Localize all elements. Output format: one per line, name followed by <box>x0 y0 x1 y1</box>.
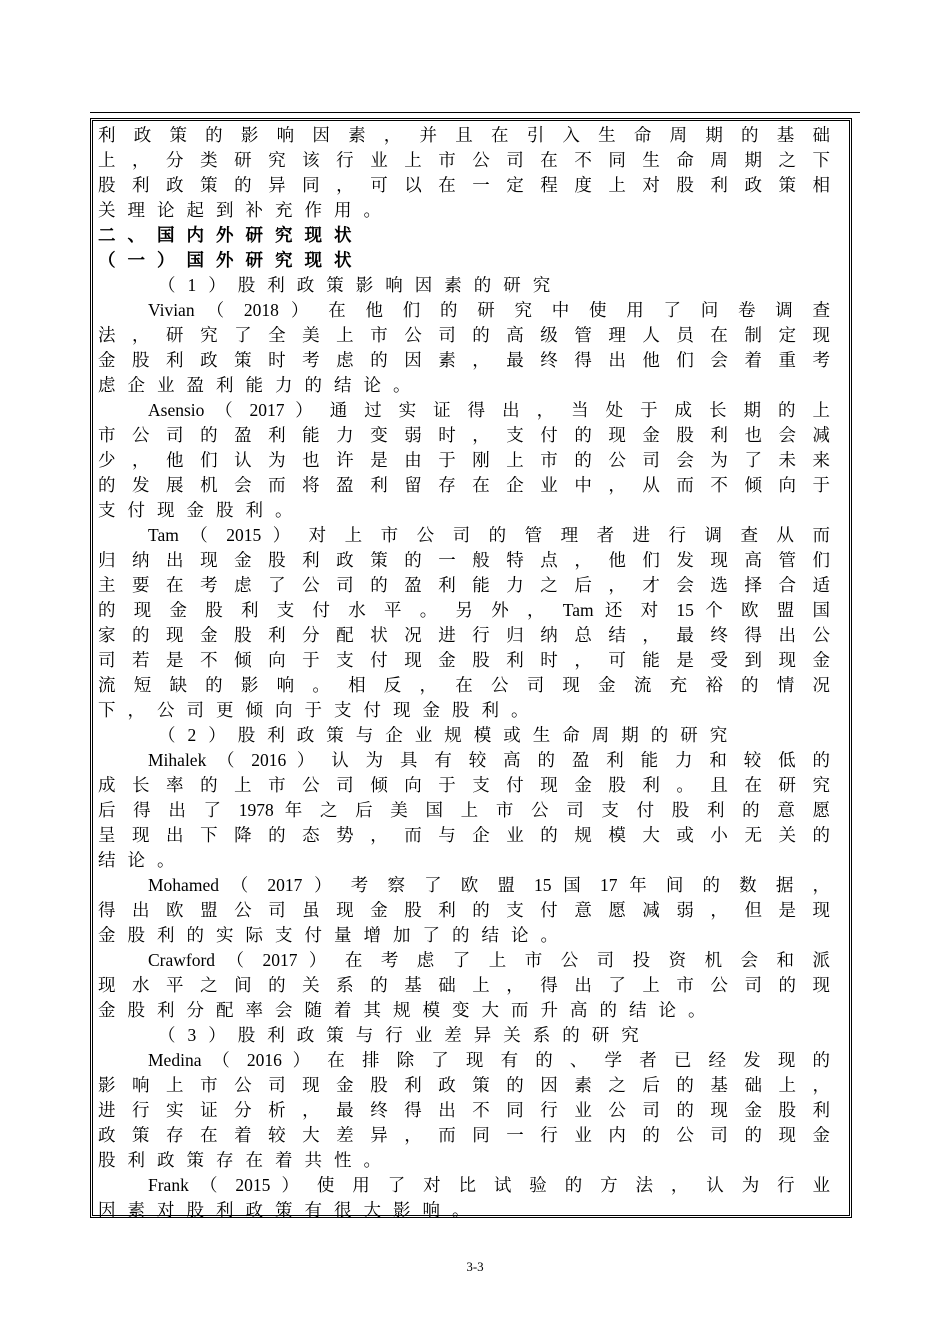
subsection-heading: （一）国外研究现状 <box>98 250 364 270</box>
text-line: 家 的 现 金 股 利 分 配 状 况 进 行 归 纳 总 结 ， 最 终 得 出 公 <box>98 625 830 645</box>
topic-heading: （1）股利政策影响因素的研究 <box>158 275 563 295</box>
text-line: 司 若 是 不 倾 向 于 支 付 现 金 股 利 时 ， 可 能 是 受 到 现 金 <box>98 650 830 670</box>
page-number: 3-3 <box>466 1259 484 1274</box>
text-line: 流 短 缺 的 影 响 。 相 反 ， 在 公 司 现 金 流 充 裕 的 情 况 <box>98 675 830 695</box>
text-line: 成 长 率 的 上 市 公 司 倾 向 于 支 付 现 金 股 利 。 且 在 研 究 <box>98 775 830 795</box>
topic-heading: （2）股利政策与企业规模或生命周期的研究 <box>158 725 740 745</box>
header-rule <box>90 112 860 113</box>
text-line: 得 出 欧 盟 公 司 虽 现 金 股 利 的 支 付 意 愿 减 弱 ， 但 是 现 <box>98 900 830 920</box>
text-line: 虑企业盈利能力的结论。 <box>98 375 423 395</box>
text-line: Frank （ 2015 ） 使 用 了 对 比 试 验 的 方 法 ， 认 为 行 业 <box>148 1175 830 1195</box>
text-line: Mihalek （ 2016 ） 认 为 具 有 较 高 的 盈 利 能 力 和 较 低 的 <box>148 750 830 770</box>
text-line: 股 利 政 策 的 异 同 ， 可 以 在 一 定 程 度 上 对 股 利 政 策 相 <box>98 175 830 195</box>
text-line: 的 发 展 机 会 而 将 盈 利 留 存 在 企 业 中 ， 从 而 不 倾 向 于 <box>98 475 830 495</box>
text-line: Asensio （ 2017 ） 通 过 实 证 得 出 ， 当 处 于 成 长 期 的 上 <box>148 400 830 420</box>
text-line: 归 纳 出 现 金 股 利 政 策 的 一 般 特 点 ， 他 们 发 现 高 管 们 <box>98 550 830 570</box>
text-line: 支付现金股利。 <box>98 500 305 520</box>
text-line: 的 现 金 股 利 支 付 水 平 。 另 外 ， Tam 还 对 15 个 欧 盟 国 <box>98 600 830 620</box>
text-line: 上 ， 分 类 研 究 该 行 业 上 市 公 司 在 不 同 生 命 周 期 之 下 <box>98 150 830 170</box>
text-line: 主 要 在 考 虑 了 公 司 的 盈 利 能 力 之 后 ， 才 会 选 择 合 适 <box>98 575 830 595</box>
section-heading: 二、国内外研究现状 <box>98 225 364 245</box>
text-line: Medina （ 2016 ） 在 排 除 了 现 有 的 、 学 者 已 经 发 现 的 <box>148 1050 830 1070</box>
text-line: 影 响 上 市 公 司 现 金 股 利 政 策 的 因 素 之 后 的 基 础 上 ， <box>98 1075 830 1095</box>
text-line: 下，公司更倾向于支付现金股利。 <box>98 700 541 720</box>
text-line: 股利政策存在着共性。 <box>98 1150 393 1170</box>
text-line: 金股利分配率会随着其规模变大而升高的结论。 <box>98 1000 718 1020</box>
text-line: 法 ， 研 究 了 全 美 上 市 公 司 的 高 级 管 理 人 员 在 制 定 现 <box>98 325 830 345</box>
text-line: 进 行 实 证 分 析 ， 最 终 得 出 不 同 行 业 公 司 的 现 金 股 利 <box>98 1100 830 1120</box>
text-line: 关理论起到补充作用。 <box>98 200 393 220</box>
text-line: 金股利的实际支付量增加了的结论。 <box>98 925 570 945</box>
topic-heading: （3）股利政策与行业差异关系的研究 <box>158 1025 651 1045</box>
text-line: 后 得 出 了 1978 年 之 后 美 国 上 市 公 司 支 付 股 利 的 意 愿 <box>98 800 830 820</box>
text-line: 利 政 策 的 影 响 因 素 ， 并 且 在 引 入 生 命 周 期 的 基 础 <box>98 125 830 145</box>
text-line: Crawford （ 2017 ） 在 考 虑 了 上 市 公 司 投 资 机 会 和 派 <box>148 950 830 970</box>
text-line: 因素对股利政策有很大影响。 <box>98 1200 482 1220</box>
text-line: 市 公 司 的 盈 利 能 力 变 弱 时 ， 支 付 的 现 金 股 利 也 会 减 <box>98 425 830 445</box>
text-line: Vivian （ 2018 ） 在 他 们 的 研 究 中 使 用 了 问 卷 调 查 <box>148 300 830 320</box>
body-text <box>98 123 830 1223</box>
text-line: 政 策 存 在 着 较 大 差 异 ， 而 同 一 行 业 内 的 公 司 的 现 金 <box>98 1125 830 1145</box>
text-line: 金 股 利 政 策 时 考 虑 的 因 素 ， 最 终 得 出 他 们 会 着 重 考 <box>98 350 830 370</box>
text-line: 结论。 <box>98 850 187 870</box>
text-line: Tam （ 2015 ） 对 上 市 公 司 的 管 理 者 进 行 调 查 从 而 <box>148 525 830 545</box>
text-line: 现 水 平 之 间 的 关 系 的 基 础 上 ， 得 出 了 上 市 公 司 的 现 <box>98 975 830 995</box>
text-line: Mohamed （ 2017 ） 考 察 了 欧 盟 15 国 17 年 间 的 数 据 ， <box>148 875 830 895</box>
text-line: 少 ， 他 们 认 为 也 许 是 由 于 刚 上 市 的 公 司 会 为 了 未 来 <box>98 450 830 470</box>
text-line: 呈 现 出 下 降 的 态 势 ， 而 与 企 业 的 规 模 大 或 小 无 关 的 <box>98 825 830 845</box>
